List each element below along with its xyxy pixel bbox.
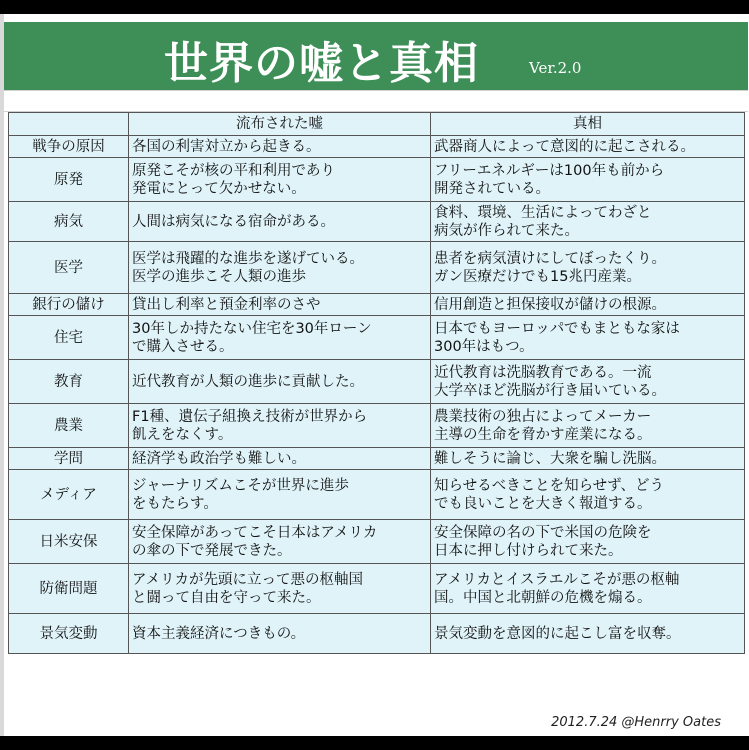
row-category: 景気変動: [9, 614, 129, 654]
row-truth-line: アメリカとイスラエルこそが悪の枢軸: [434, 571, 680, 588]
row-truth-line: 300年はもつ。: [434, 338, 534, 355]
table-row: [9, 158, 745, 202]
row-truth: [431, 242, 745, 294]
row-lie-line: 原発こそが核の平和利用であり: [132, 162, 335, 179]
row-lie: [129, 404, 431, 448]
row-category: 戦争の原因: [9, 136, 129, 158]
row-category: 銀行の儲け: [9, 294, 129, 316]
table-row: [9, 404, 745, 448]
row-truth-line: 難しそうに論じ、大衆を騙し洗脳。: [434, 450, 666, 467]
row-lie: [129, 202, 431, 242]
row-truth-line: フリーエネルギーは100年も前から: [434, 162, 665, 179]
row-truth: [431, 136, 745, 158]
row-lie-line: アメリカが先頭に立って悪の枢軸国: [132, 571, 363, 588]
row-lie-line: をもたらす。: [132, 495, 218, 512]
table-row: [9, 470, 745, 520]
row-lie-line: 経済学も政治学も難しい。: [132, 450, 306, 467]
title-banner: [4, 22, 748, 90]
row-category: 農業: [9, 404, 129, 448]
header-lie: 流布された嘘: [129, 113, 431, 136]
table-row: [9, 520, 745, 564]
row-truth-line: 安全保障の名の下で米国の危険を: [434, 524, 652, 541]
row-truth-line: 日本に押し付けられて来た。: [434, 542, 623, 559]
row-lie: [129, 614, 431, 654]
row-lie: [129, 242, 431, 294]
row-truth: [431, 316, 745, 360]
table-row: [9, 614, 745, 654]
row-lie-line: 飢えをなくす。: [132, 426, 233, 443]
row-truth: [431, 294, 745, 316]
bottom-black-bar: [0, 736, 749, 750]
row-truth-line: 信用創造と担保接収が儲けの根源。: [434, 296, 666, 313]
row-truth-line: 患者を病気漬けにしてぼったくり。: [434, 250, 666, 267]
row-lie-line: ジャーナリズムこそが世界に進歩: [132, 477, 349, 494]
row-lie: [129, 136, 431, 158]
row-truth-line: 食料、環境、生活によってわざと: [434, 204, 652, 221]
table-row: [9, 294, 745, 316]
lies-truth-table: [8, 112, 745, 654]
table-row: [9, 202, 745, 242]
row-truth: [431, 520, 745, 564]
table-row: [9, 136, 745, 158]
row-truth: [431, 202, 745, 242]
row-lie-line: 医学の進歩こそ人類の進歩: [132, 268, 306, 285]
row-truth: [431, 614, 745, 654]
row-truth: [431, 360, 745, 404]
row-lie: [129, 294, 431, 316]
row-lie-line: 人間は病気になる宿命がある。: [132, 213, 335, 230]
credit-signature: 2012.7.24 @Henrry Oates: [551, 715, 721, 730]
row-lie-line: で購入させる。: [132, 338, 234, 355]
row-lie-line: 各国の利害対立から起きる。: [132, 138, 321, 155]
row-truth-line: 知らせるべきことを知らせず、どう: [434, 477, 664, 494]
row-category: 病気: [9, 202, 129, 242]
spreadsheet-gap-row: [4, 90, 748, 112]
row-category: 医学: [9, 242, 129, 294]
row-category: 日米安保: [9, 520, 129, 564]
row-truth: [431, 448, 745, 470]
row-lie-line: 資本主義経済につきもの。: [132, 625, 306, 642]
row-truth: [431, 158, 745, 202]
row-truth-line: 大学卒ほど洗脳が行き届いている。: [434, 382, 666, 399]
row-lie-line: 安全保障があってこそ日本はアメリカ: [132, 524, 378, 541]
row-lie-line: 発電にとって欠かせない。: [132, 180, 306, 197]
row-lie: [129, 470, 431, 520]
row-lie: [129, 158, 431, 202]
row-category: メディア: [9, 470, 129, 520]
row-lie-line: 近代教育が人類の進歩に貢献した。: [132, 373, 364, 390]
row-truth-line: 開発されている。: [434, 180, 550, 197]
row-truth-line: 主導の生命を脅かす産業になる。: [434, 426, 652, 443]
row-category: 住宅: [9, 316, 129, 360]
header-category: [9, 113, 129, 136]
row-category: 原発: [9, 158, 129, 202]
row-lie: [129, 316, 431, 360]
row-lie-line: 貸出し利率と預金利率のさや: [132, 296, 321, 313]
table-row: [9, 242, 745, 294]
row-truth-line: 武器商人によって意図的に起こされる。: [434, 138, 695, 155]
left-border-strip: [0, 14, 4, 736]
row-category: 学問: [9, 448, 129, 470]
top-black-bar: [0, 0, 749, 14]
row-category: 防衛問題: [9, 564, 129, 614]
table-row: [9, 316, 745, 360]
row-truth-line: 景気変動を意図的に起こし富を収奪。: [434, 625, 681, 642]
row-lie-line: の傘の下で発展できた。: [132, 542, 292, 559]
table-row: [9, 448, 745, 470]
page-title: 世界の嘘と真相: [164, 38, 479, 89]
row-truth-line: 農業技術の独占によってメーカー: [434, 408, 652, 425]
row-truth-line: でも良いことを大きく報道する。: [434, 495, 652, 512]
row-lie-line: と闘って自由を守って来た。: [132, 589, 321, 606]
table-row: [9, 360, 745, 404]
row-truth-line: 国。中国と北朝鮮の危機を煽る。: [434, 589, 652, 606]
table-header-row: [9, 113, 745, 136]
row-truth: [431, 564, 745, 614]
row-truth-line: ガン医療だけでも15兆円産業。: [434, 268, 641, 285]
row-lie-line: 30年しか持たない住宅を30年ローン: [132, 320, 372, 337]
version-label: Ver.2.0: [529, 59, 582, 77]
row-lie: [129, 564, 431, 614]
row-lie-line: F1種、遺伝子組換え技術が世界から: [132, 408, 368, 425]
row-truth-line: 日本でもヨーロッパでもまともな家は: [434, 320, 680, 337]
table-row: [9, 564, 745, 614]
row-category: 教育: [9, 360, 129, 404]
row-truth: [431, 470, 745, 520]
row-lie: [129, 360, 431, 404]
header-truth: 真相: [431, 113, 745, 136]
row-truth-line: 病気が作られて来た。: [434, 222, 579, 239]
row-lie: [129, 520, 431, 564]
row-truth: [431, 404, 745, 448]
row-lie: [129, 448, 431, 470]
row-lie-line: 医学は飛躍的な進歩を遂げている。: [132, 250, 364, 267]
row-truth-line: 近代教育は洗脳教育である。一流: [434, 364, 652, 381]
